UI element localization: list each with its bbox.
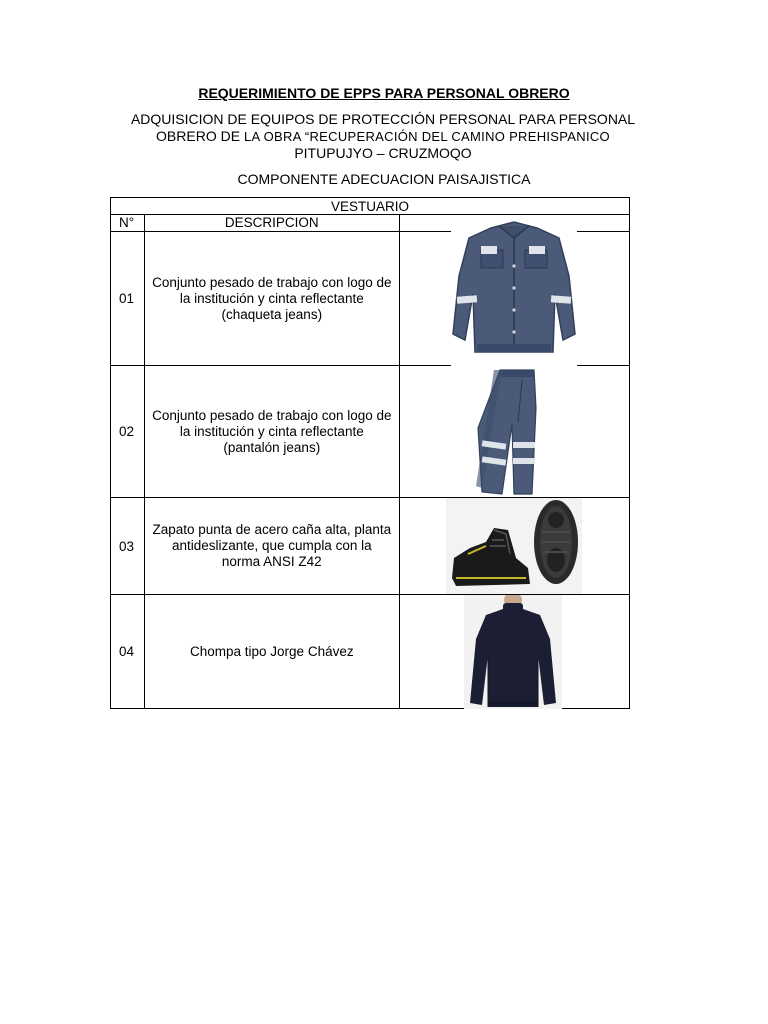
steel-toe-boot-icon bbox=[446, 498, 582, 594]
component-heading: COMPONENTE ADECUACION PAISAJISTICA bbox=[237, 171, 531, 187]
row-description: Conjunto pesado de trabajo con logo de la institución y cinta reflectante (chaqueta jeans) bbox=[145, 232, 399, 366]
row-description: Conjunto pesado de trabajo con logo de la institución y cinta reflectante (pantalón jeans) bbox=[145, 366, 399, 498]
row-description: Chompa tipo Jorge Chávez bbox=[145, 595, 399, 709]
table-row bbox=[111, 232, 630, 366]
subtitle-line-2-project: LA OBRA “RECUPERACIÓN DEL CAMINO PREHISPANICO bbox=[243, 129, 610, 144]
row-reference bbox=[399, 366, 629, 498]
denim-pants-icon bbox=[472, 368, 538, 496]
row-reference bbox=[399, 498, 629, 595]
document-subtitle bbox=[110, 111, 656, 162]
row-number: 02 bbox=[111, 366, 145, 498]
table-row bbox=[111, 595, 630, 709]
navy-turtleneck-sweater-image bbox=[464, 595, 562, 709]
table-row bbox=[111, 498, 630, 595]
navy-turtleneck-sweater-icon bbox=[464, 595, 562, 709]
denim-pants-reflective-image bbox=[472, 368, 538, 496]
section-title: VESTUARIO bbox=[111, 198, 630, 215]
subtitle-line-1: ADQUISICION DE EQUIPOS DE PROTECCIÓN PERSONAL PARA PERSONAL bbox=[130, 111, 636, 127]
row-description: Zapato punta de acero caña alta, planta antideslizante, que cumpla con la norma ANSI Z42 bbox=[145, 498, 399, 595]
row-reference bbox=[399, 232, 629, 366]
row-reference bbox=[399, 595, 629, 709]
document-title: REQUERIMIENTO DE EPPS PARA PERSONAL OBRERO bbox=[198, 85, 570, 101]
steel-toe-boot-image bbox=[446, 498, 582, 594]
header-number: N° bbox=[111, 215, 145, 232]
row-number: 04 bbox=[111, 595, 145, 709]
subtitle-line-2-prefix: OBRERO DE bbox=[156, 128, 244, 144]
subtitle-line-3: PITUPUJYO – CRUZMOQO bbox=[294, 145, 472, 161]
subtitle-line-2 bbox=[110, 128, 656, 145]
row-number: 01 bbox=[111, 232, 145, 366]
denim-jacket-icon bbox=[451, 216, 577, 366]
section-row bbox=[111, 198, 630, 215]
epp-requirements-table bbox=[110, 197, 630, 709]
header-description: DESCRIPCION bbox=[145, 215, 399, 232]
denim-jacket-reflective-image bbox=[451, 216, 577, 366]
row-number: 03 bbox=[111, 498, 145, 595]
table-row bbox=[111, 366, 630, 498]
